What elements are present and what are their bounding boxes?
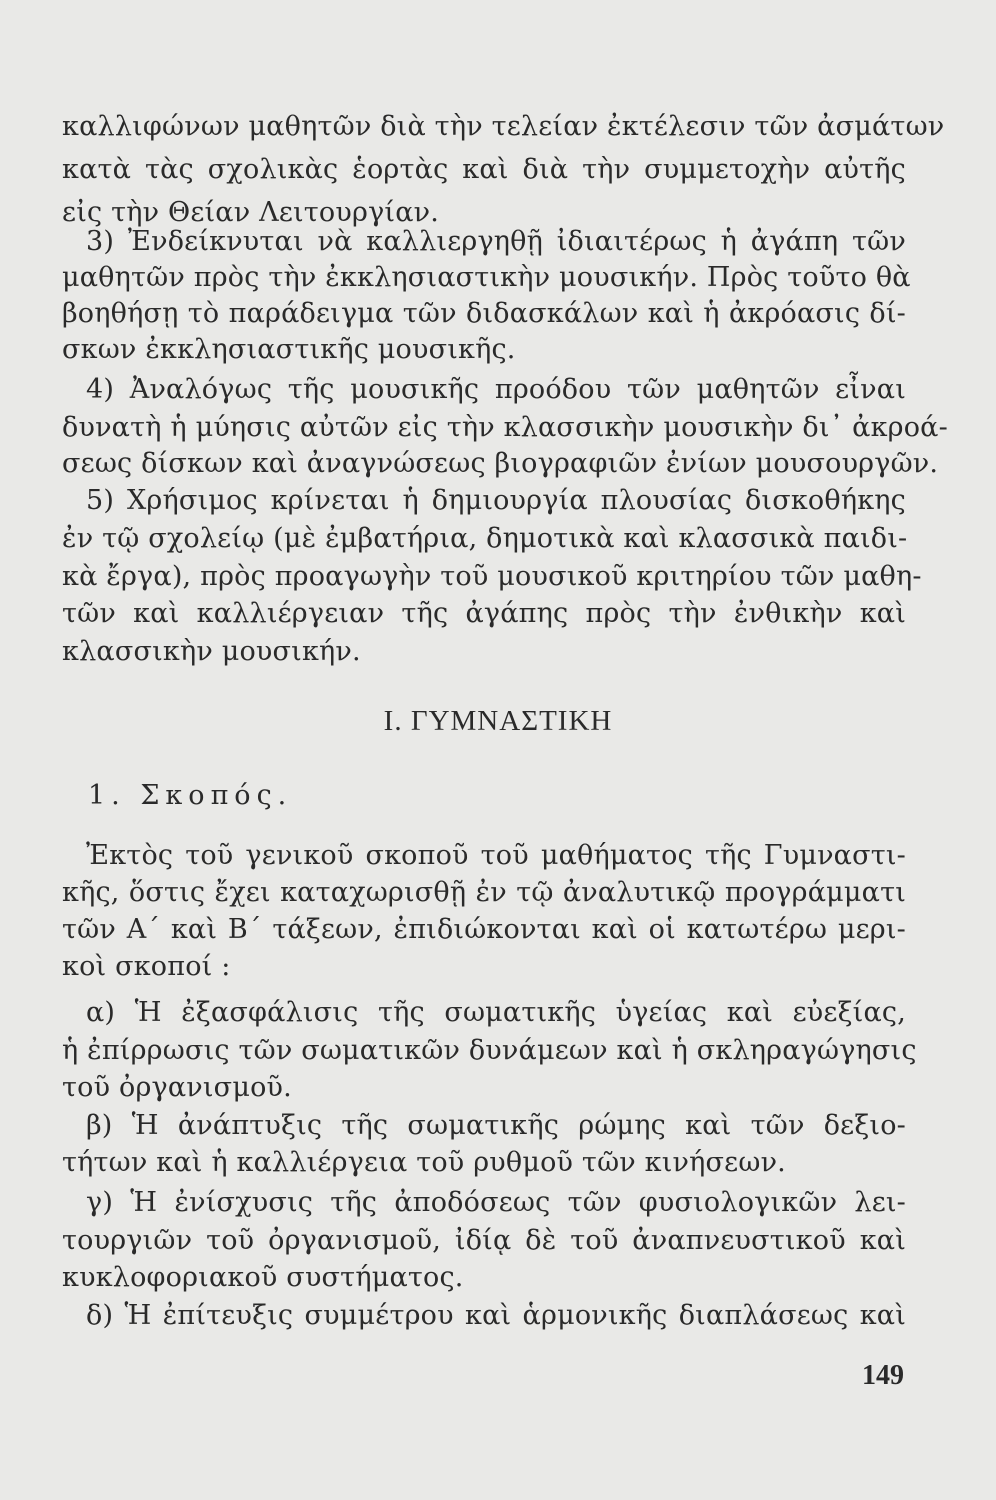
text-line: σεως δίσκων καὶ ἀναγνώσεως βιογραφιῶν ἐνίων μουσουργῶν. bbox=[62, 448, 939, 479]
text-line: 3) Ἐνδείκνυται νὰ καλλιεργηθῇ ἰδιαιτέρως ἡ ἀγάπη τῶν bbox=[86, 226, 906, 257]
text-line: τῶν καὶ καλλιέργειαν τῆς ἀγάπης πρὸς τὴν ἐνθικὴν καὶ bbox=[62, 598, 906, 629]
text-line: ἡ ἐπίρρωσις τῶν σωματικῶν δυνάμεων καὶ ἡ σκληραγώγησις bbox=[62, 1035, 917, 1066]
text-line: β) Ἡ ἀνάπτυξις τῆς σωματικῆς ρώμης καὶ τῶν δεξιο- bbox=[86, 1110, 906, 1141]
text-line: δ) Ἡ ἐπίτευξις συμμέτρου καὶ ἁρμονικῆς διαπλάσεως καὶ bbox=[86, 1300, 906, 1331]
text-line: γ) Ἡ ἐνίσχυσις τῆς ἀποδόσεως τῶν φυσιολογικῶν λει- bbox=[86, 1187, 906, 1218]
text-line: τῶν Α΄ καὶ Β΄ τάξεων, ἐπιδιώκονται καὶ οἱ κατωτέρω μερι- bbox=[62, 914, 906, 945]
text-line: κυκλοφοριακοῦ συστήματος. bbox=[62, 1262, 464, 1293]
text-line: μαθητῶν πρὸς τὴν ἐκκλησιαστικὴν μουσικήν. Πρὸς τοῦτο θὰ bbox=[62, 262, 911, 293]
text-line: δυνατὴ ἡ μύησις αὐτῶν εἰς τὴν κλασσικὴν μουσικὴν δι᾽ ἀκροά- bbox=[62, 412, 948, 443]
section-heading: I. ΓΥΜΝΑΣΤΙΚΗ bbox=[383, 705, 613, 737]
text-line: Ἐκτὸς τοῦ γενικοῦ σκοποῦ τοῦ μαθήματος τῆς Γυμναστι- bbox=[86, 840, 906, 871]
text-line: κῆς, ὅστις ἔχει καταχωρισθῇ ἐν τῷ ἀναλυτικῷ προγράμματι bbox=[62, 877, 906, 908]
text-line: τουργιῶν τοῦ ὀργανισμοῦ, ἰδίᾳ δὲ τοῦ ἀναπνευστικοῦ καὶ bbox=[62, 1225, 906, 1256]
text-line: κλασσικὴν μουσικήν. bbox=[62, 636, 361, 667]
text-line: 5) Χρήσιμος κρίνεται ἡ δημιουργία πλουσίας δισκοθήκης bbox=[86, 485, 906, 516]
text-line: ἐν τῷ σχολείῳ (μὲ ἐμβατήρια, δημοτικὰ καὶ κλασσικὰ παιδι- bbox=[62, 523, 908, 554]
text-line: κοὶ σκοποί : bbox=[62, 951, 231, 982]
text-line: εἰς τὴν Θείαν Λειτουργίαν. bbox=[62, 197, 440, 228]
text-line: κὰ ἔργα), πρὸς προαγωγὴν τοῦ μουσικοῦ κριτηρίου τῶν μαθη- bbox=[62, 561, 922, 592]
text-line: κατὰ τὰς σχολικὰς ἑορτὰς καὶ διὰ τὴν συμμετοχὴν αὐτῆς bbox=[62, 154, 906, 185]
text-line: τήτων καὶ ἡ καλλιέργεια τοῦ ρυθμοῦ τῶν κινήσεων. bbox=[62, 1147, 786, 1178]
text-line: 4) Ἀναλόγως τῆς μουσικῆς προόδου τῶν μαθητῶν εἶναι bbox=[86, 374, 906, 405]
text-line: καλλιφώνων μαθητῶν διὰ τὴν τελείαν ἐκτέλεσιν τῶν ἀσμάτων bbox=[62, 111, 945, 142]
page-number: 149 bbox=[862, 1360, 904, 1391]
text-line: α) Ἡ ἐξασφάλισις τῆς σωματικῆς ὑγείας καὶ εὐεξίας, bbox=[86, 997, 906, 1028]
text-line: τοῦ ὀργανισμοῦ. bbox=[62, 1072, 292, 1103]
text-line: σκων ἐκκλησιαστικῆς μουσικῆς. bbox=[62, 334, 516, 365]
subheading: 1. Σκοπός. bbox=[88, 780, 293, 811]
text-line: βοηθήσῃ τὸ παράδειγμα τῶν διδασκάλων καὶ ἡ ἀκρόασις δί- bbox=[62, 298, 906, 329]
